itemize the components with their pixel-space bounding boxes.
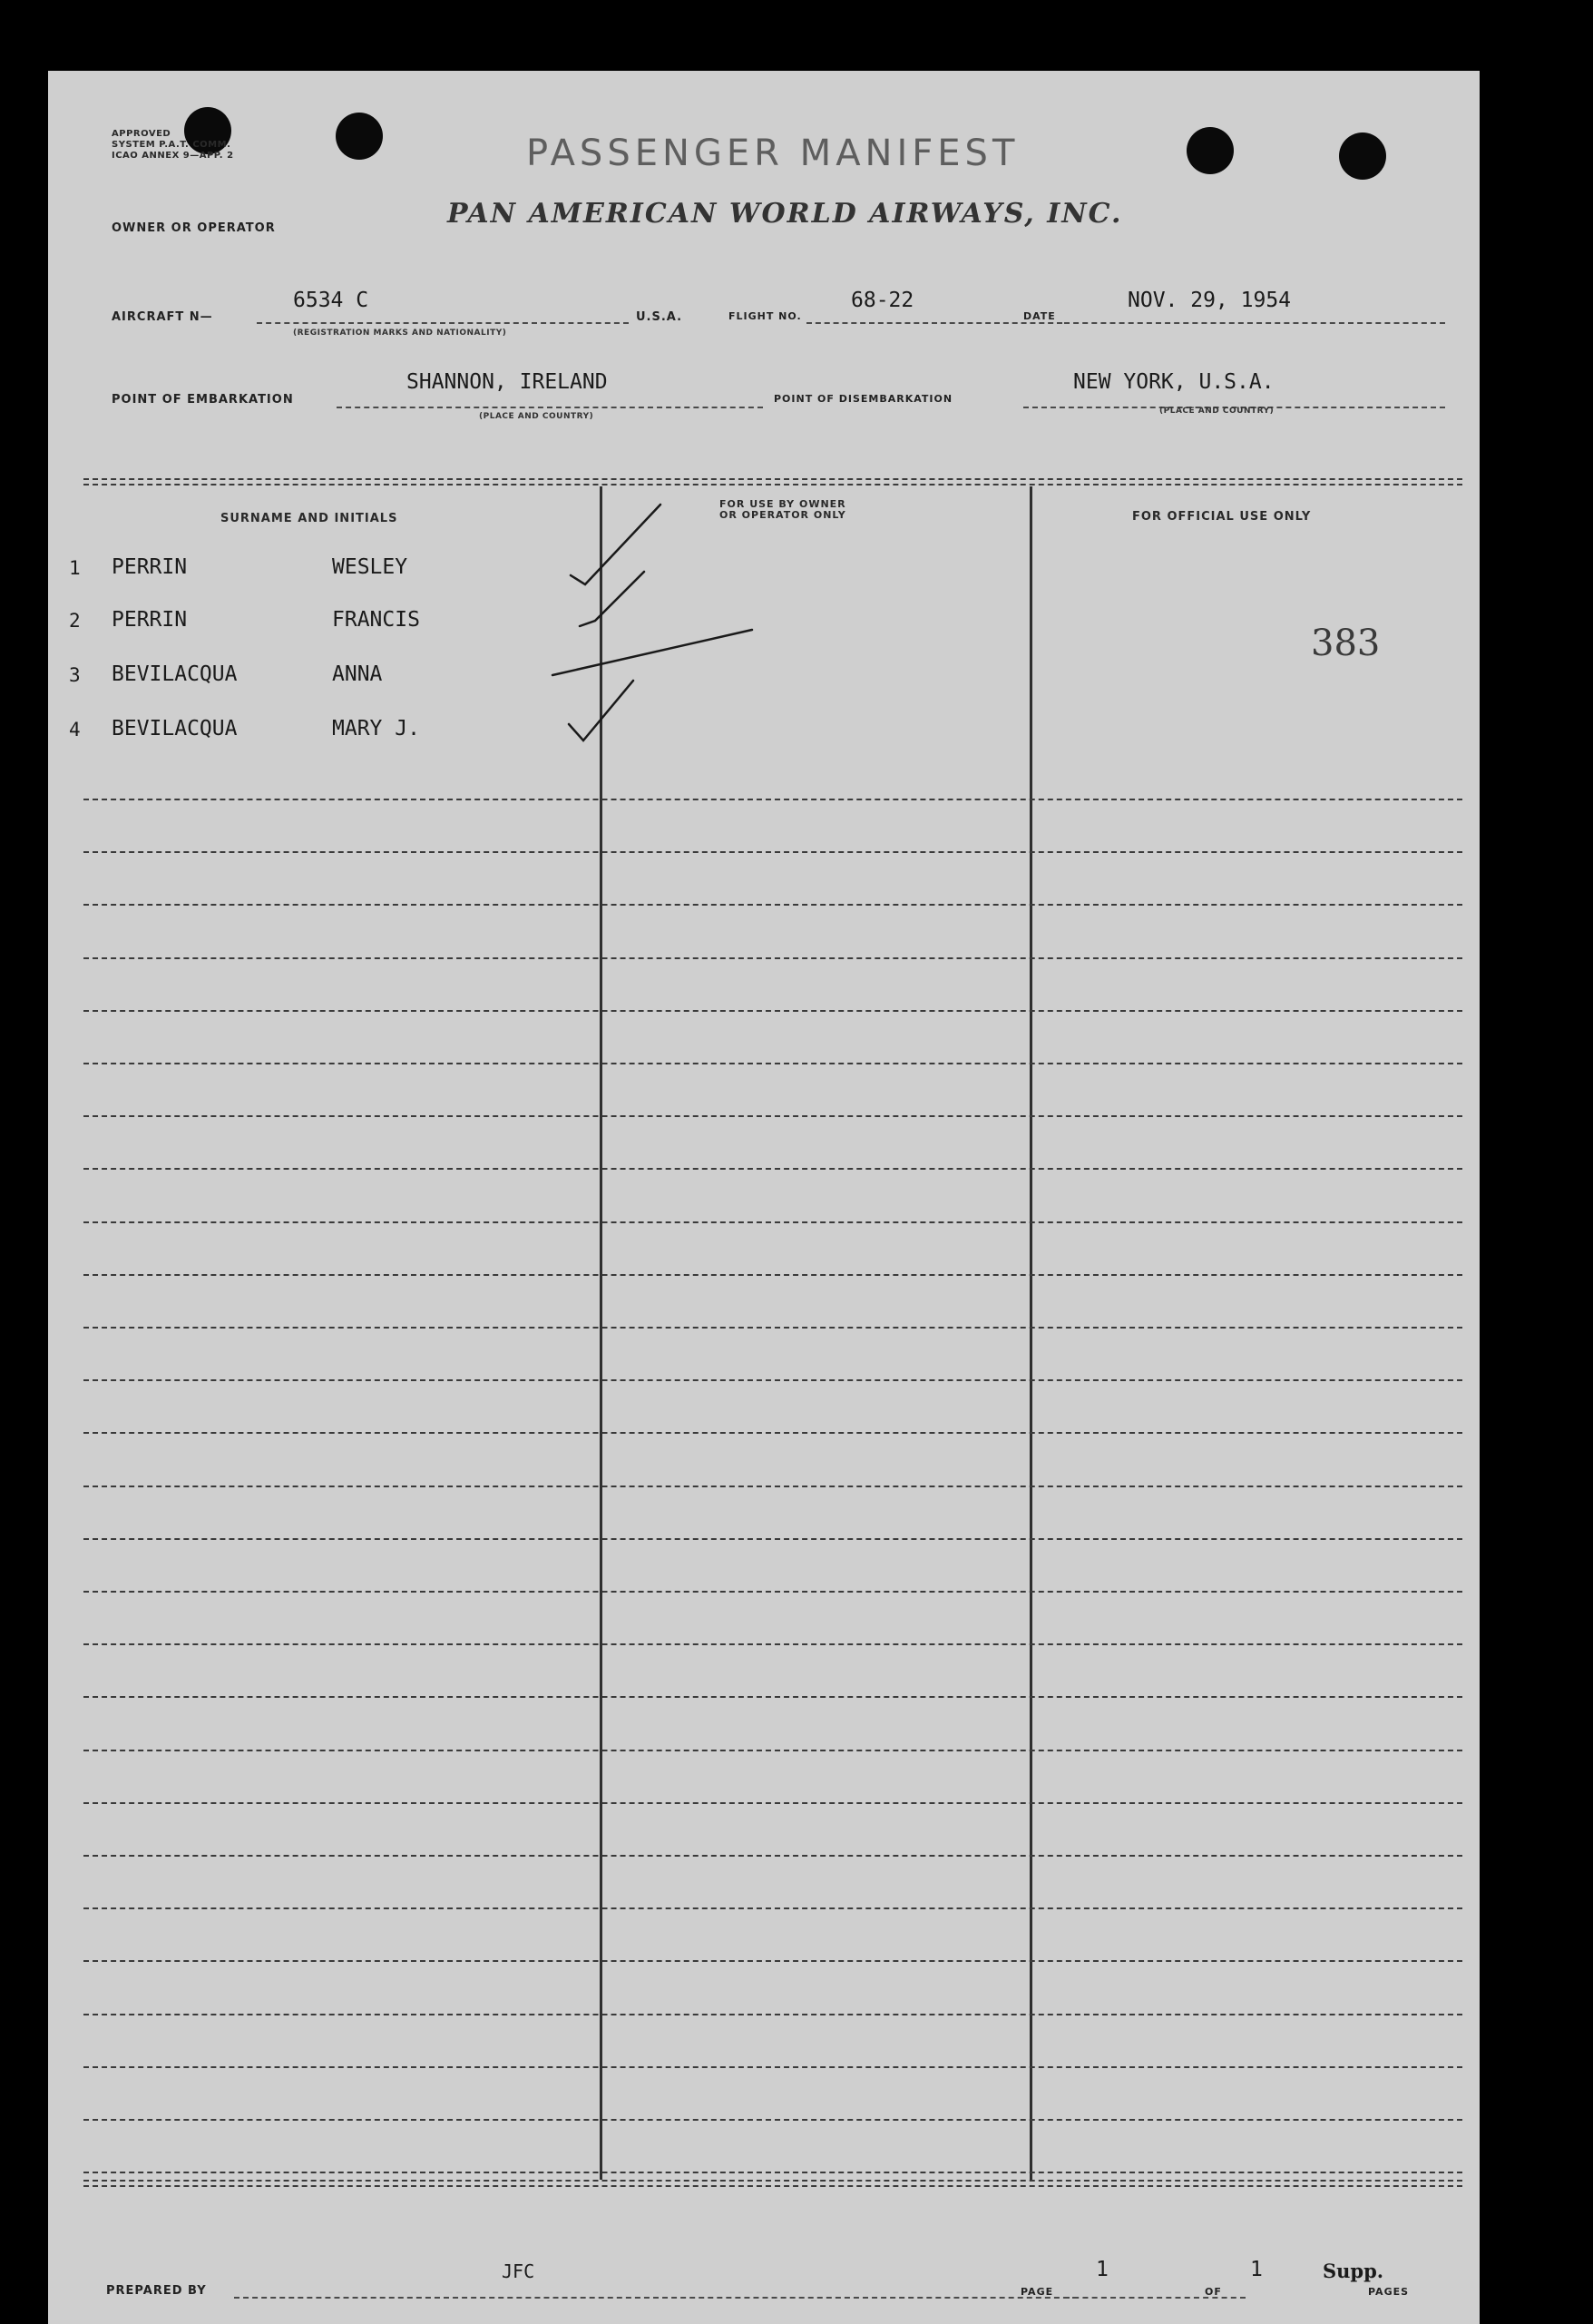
row-line: [83, 2014, 1462, 2015]
embarkation-label: POINT OF EMBARKATION: [112, 393, 294, 407]
owner-label: OWNER OR OPERATOR: [112, 221, 276, 235]
passenger-given-name: FRANCIS: [332, 608, 420, 632]
flight-label: FLIGHT NO.: [728, 310, 802, 322]
prepared-by-value: JFC: [502, 2260, 535, 2282]
date-value: NOV. 29, 1954: [1128, 289, 1292, 312]
approval-line: SYSTEM P.A.T. COMM.: [112, 140, 231, 150]
row-line: [83, 1010, 1462, 1012]
date-label: DATE: [1023, 310, 1056, 322]
column-header-surname: SURNAME AND INITIALS: [220, 512, 398, 525]
table-bottom-line: [83, 2180, 1462, 2182]
row-line: [83, 1907, 1462, 1909]
row-line: [83, 1802, 1462, 1804]
row-line: [83, 2172, 1462, 2173]
table-bottom-line: [83, 2185, 1462, 2187]
disembarkation-value: NEW YORK, U.S.A.: [1073, 370, 1275, 394]
official-note: 383: [1311, 623, 1381, 664]
row-line: [83, 957, 1462, 959]
row-line: [83, 1221, 1462, 1223]
manifest-sheet: [48, 71, 1480, 2324]
row-line: [83, 1750, 1462, 1751]
prepared-by-label: PREPARED BY: [106, 2284, 207, 2298]
row-line: [83, 1486, 1462, 1487]
passenger-number: 1: [69, 557, 81, 579]
supp-note: Supp.: [1323, 2260, 1384, 2282]
form-title: PASSENGER MANIFEST: [526, 132, 1020, 174]
passenger-surname: BEVILACQUA: [112, 717, 238, 740]
company-name: PAN AMERICAN WORLD AIRWAYS, INC.: [447, 198, 1123, 230]
passenger-surname: BEVILACQUA: [112, 662, 238, 686]
row-line: [83, 2066, 1462, 2068]
row-line: [83, 1960, 1462, 1962]
row-line: [83, 1274, 1462, 1276]
aircraft-label: AIRCRAFT N—: [112, 310, 213, 324]
nationality-label: U.S.A.: [636, 310, 683, 324]
row-line: [83, 1063, 1462, 1064]
approval-line: APPROVED: [112, 129, 171, 139]
row-line: [83, 2119, 1462, 2121]
row-line: [83, 1115, 1462, 1117]
row-line: [83, 1327, 1462, 1329]
passenger-number: 3: [69, 664, 81, 686]
passenger-surname: PERRIN: [112, 555, 188, 579]
disembarkation-caption: (PLACE AND COUNTRY): [1159, 407, 1275, 416]
strike-mark: [552, 630, 752, 675]
passenger-number: 4: [69, 719, 81, 740]
row-line: [83, 1168, 1462, 1170]
passenger-given-name: MARY J.: [332, 717, 420, 740]
passenger-given-name: ANNA: [332, 662, 383, 686]
disembarkation-label: POINT OF DISEMBARKATION: [774, 393, 953, 405]
row-line: [83, 904, 1462, 906]
passenger-surname: PERRIN: [112, 608, 188, 632]
row-line: [83, 1643, 1462, 1645]
passenger-given-name: WESLEY: [332, 555, 408, 579]
aircraft-caption: (REGISTRATION MARKS AND NATIONALITY): [293, 328, 507, 338]
owner-use-line: FOR USE BY OWNER: [719, 498, 846, 510]
row-line: [83, 1379, 1462, 1381]
prepared-by-underline: [234, 2297, 1078, 2299]
embarkation-value: SHANNON, IRELAND: [406, 370, 608, 394]
row-line: [83, 1432, 1462, 1434]
row-line: [83, 1591, 1462, 1593]
passenger-number: 2: [69, 610, 81, 632]
row-line: [83, 1855, 1462, 1857]
checkmarks: [48, 71, 1480, 887]
check-mark: [569, 681, 633, 740]
owner-use-line: OR OPERATOR ONLY: [719, 509, 846, 521]
of-value: 1: [1250, 2258, 1263, 2281]
column-header-official-use: FOR OFFICIAL USE ONLY: [1132, 510, 1312, 524]
aircraft-value: 6534 C: [293, 289, 369, 312]
approval-line: ICAO ANNEX 9—APP. 2: [112, 151, 234, 161]
page-label: PAGE: [1021, 2286, 1054, 2298]
pages-label: PAGES: [1368, 2286, 1410, 2298]
flight-value: 68-22: [851, 289, 914, 312]
check-mark: [571, 505, 660, 584]
of-label: OF: [1205, 2286, 1222, 2298]
row-line: [83, 1538, 1462, 1540]
embarkation-caption: (PLACE AND COUNTRY): [479, 412, 594, 421]
row-line: [83, 1696, 1462, 1698]
page-value: 1: [1096, 2258, 1109, 2281]
